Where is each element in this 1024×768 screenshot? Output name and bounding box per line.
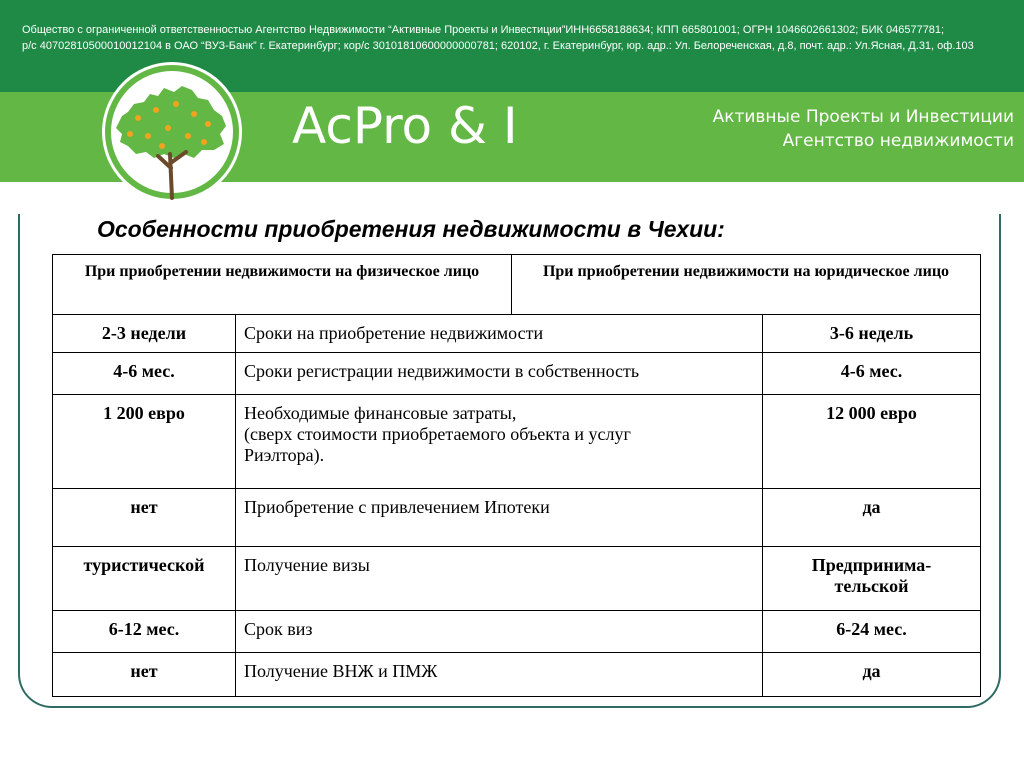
header-individual: При приобретении недвижимости на физическое лицо (53, 255, 512, 315)
table-row (53, 489, 981, 547)
criterion: Получение ВНЖ и ПМЖ (236, 653, 763, 697)
company-value: да (763, 653, 981, 697)
criterion: Срок виз (236, 611, 763, 653)
company-value-line: Предпринима- (811, 555, 932, 575)
company-value (763, 547, 981, 611)
company-value: 6-24 мес. (763, 611, 981, 653)
table-row (53, 315, 981, 353)
individual-value: 6-12 мес. (53, 611, 236, 653)
criterion (236, 395, 763, 489)
header-company: При приобретении недвижимости на юридическое лицо (512, 255, 981, 315)
criterion: Получение визы (236, 547, 763, 611)
company-value: 12 000 евро (763, 395, 981, 489)
individual-value: нет (53, 489, 236, 547)
criterion: Сроки на приобретение недвижимости (236, 315, 763, 353)
individual-value: туристической (53, 547, 236, 611)
criterion: Сроки регистрации недвижимости в собственность (236, 353, 763, 395)
company-details-line-1: Общество с ограниченной ответственностью Агентство Недвижимости “Активные Проекты и Инвестиции”ИНН6658188634; КПП 665801001; ОГРН 1046602661302; БИК 046577781; (22, 24, 945, 36)
criterion-line: Риэлтора). (244, 445, 325, 465)
tagline-line-1: Активные Проекты и Инвестиции (712, 107, 1014, 127)
brand-name: AcPro & I (292, 97, 518, 155)
page-title: Особенности приобретения недвижимости в Чехии: (97, 216, 725, 242)
criterion-line: Необходимые финансовые затраты, (244, 403, 517, 423)
individual-value: 1 200 евро (53, 395, 236, 489)
comparison-table (52, 254, 981, 697)
company-value: 3-6 недель (763, 315, 981, 353)
table-row (53, 547, 981, 611)
individual-value: 2-3 недели (53, 315, 236, 353)
individual-value: 4-6 мес. (53, 353, 236, 395)
company-value-line: тельской (834, 576, 909, 596)
table-row (53, 653, 981, 697)
company-details-line-2: р/с 40702810500010012104 в ОАО “ВУЗ-Банк” г. Екатеринбург; кор/с 30101810600000000781; 620102, г. Екатеринбург, юр. адр.: Ул. Белореченская, д.8, почт. адр.: Ул.Ясная, Д.31, оф.103 (22, 40, 974, 52)
table-header-row (53, 255, 981, 315)
table-row (53, 395, 981, 489)
tree-map-logo-icon (98, 58, 246, 206)
table-row (53, 353, 981, 395)
table-row (53, 611, 981, 653)
company-value: да (763, 489, 981, 547)
criterion: Приобретение с привлечением Ипотеки (236, 489, 763, 547)
individual-value: нет (53, 653, 236, 697)
criterion-line: (сверх стоимости приобретаемого объекта и услуг (244, 424, 631, 444)
tagline-line-2: Агентство недвижимости (782, 131, 1014, 151)
company-value: 4-6 мес. (763, 353, 981, 395)
